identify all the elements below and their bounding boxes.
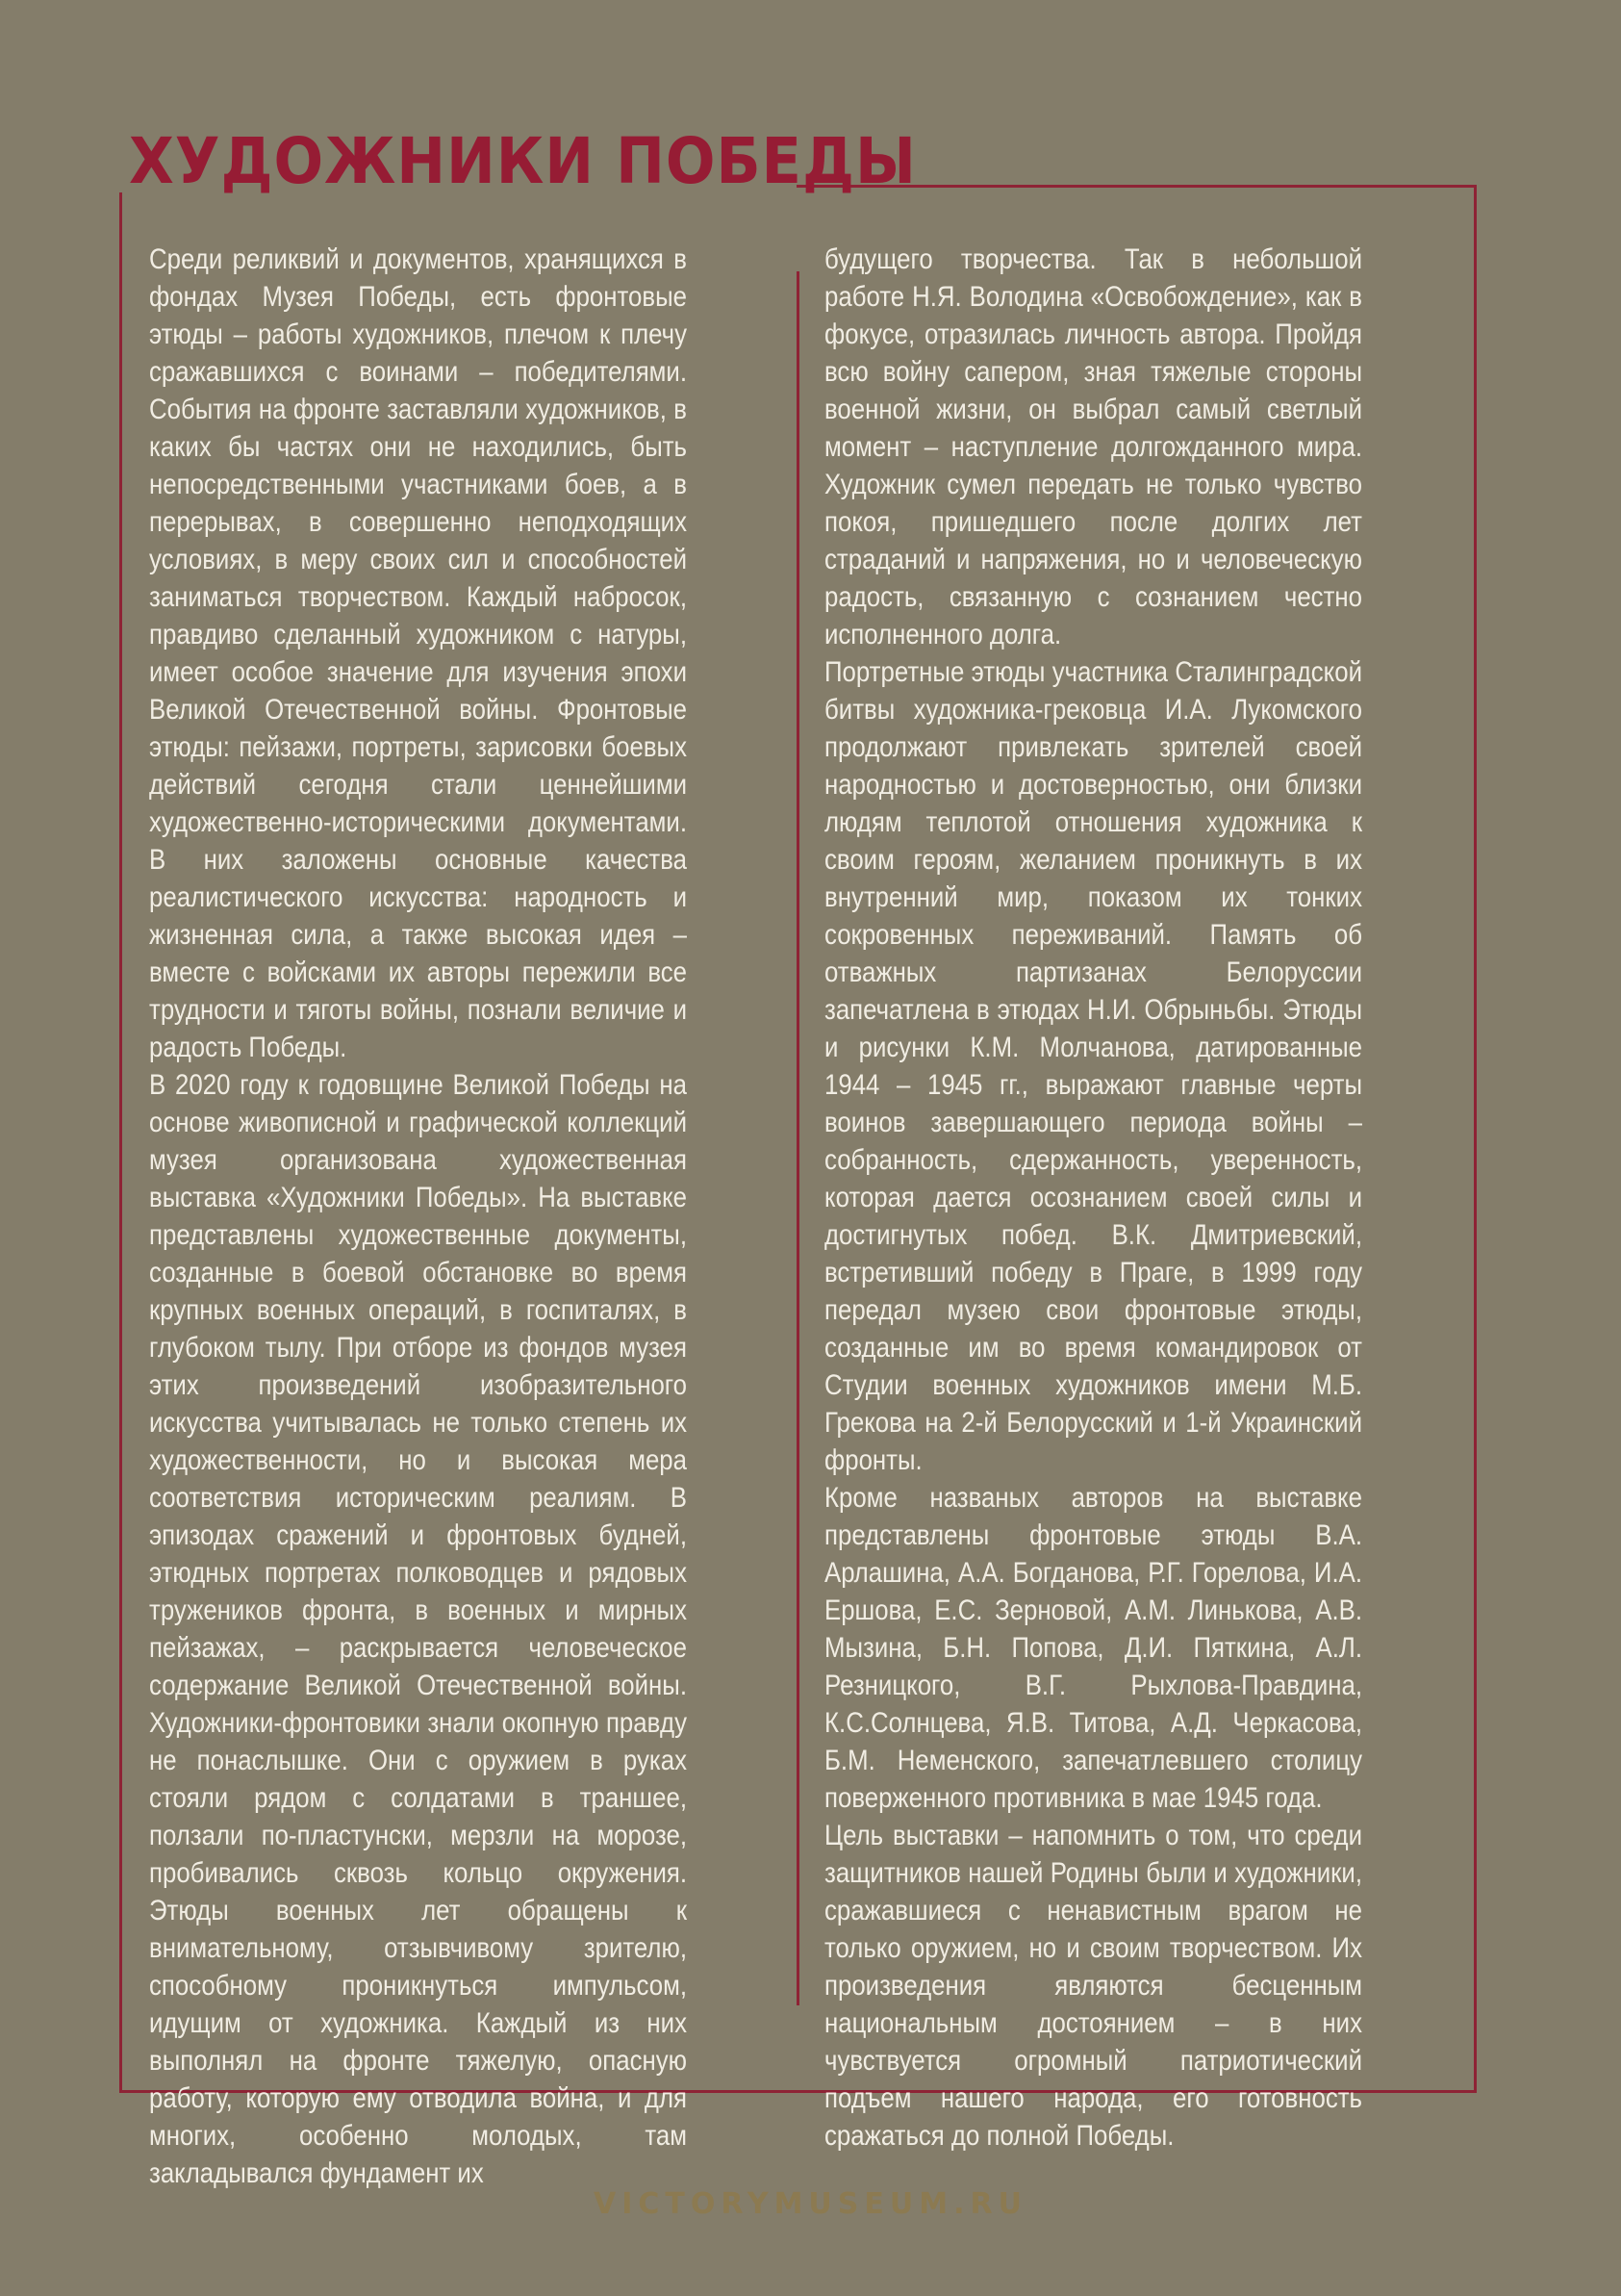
column-divider bbox=[797, 271, 799, 2005]
article-paragraph: Цель выставки – напомнить о том, что среди защитников нашей Родины были и художники, сражавшиеся с ненавистным врагом не только оружием, но и своим творчеством. Их произведения являются бесценным национальным достоянием – в них чувствуется огромный патриотический подъем нашего народа, его готовность сражаться до полной Победы. bbox=[824, 1820, 1362, 2152]
article-paragraph: Среди реликвий и документов, хранящихся в фондах Музея Победы, есть фронтовые этюды – работы художников, плечом к плечу сражавшихся с воинами – победителями. События на фронте заставляли художников, в каких бы частях они не находились, быть непосредственными участниками боев, а в перерывах, в совершенно неподходящих условиях, в меру своих сил и способностей заниматься творчеством. Каждый набросок, правдиво сделанный художником с натуры, имеет особое значение для изучения эпохи Великой Отечественной войны. Фронтовые этюды: пейзажи, портреты, зарисовки боевых действий сегодня стали ценнейшими художественно-историческими документами. В них заложены основные качества реалистического искусства: народность и жизненная сила, а также высокая идея – вместе с войсками их авторы пережили все трудности и тяготы войны, познали величие и радость Победы. bbox=[149, 243, 687, 1063]
article-paragraph: Портретные этюды участника Сталинградской битвы художника-грековца И.А. Лукомского продолжают привлекать зрителей своей народностью и достоверностью, они близки людям теплотой отношения художника к своим героям, желанием проникнуть в их внутренний мир, показом их тонких сокровенных переживаний. Память об отважных партизанах Белоруссии запечатлена в этюдах Н.И. Обрыньбы. Этюды и рисунки К.М. Молчанова, датированные 1944 – 1945 гг., выражают главные черты воинов завершающего периода войны – собранность, сдержанность, уверенность, которая дается осознанием своей силы и достигнутых побед. В.К. Дмитриевский, встретивший победу в Праге, в 1999 году передал музею свои фронтовые этюды, созданные им во время командировок от Студии военных художников имени М.Б. Грекова на 2-й Белорусский и 1-й Украинский фронты. bbox=[824, 656, 1362, 1476]
article-column-right bbox=[824, 241, 1362, 2155]
article-paragraph: будущего творчества. Так в небольшой работе Н.Я. Володина «Освобождение», как в фокусе, отразилась личность автора. Пройдя всю войну сапером, зная тяжелые стороны военной жизни, он выбрал самый светлый момент – наступление долгожданного мира. Художник сумел передать не только чувство покоя, пришедшего после долгих лет страданий и напряжения, но и человеческую радость, связанную с сознанием честно исполненного долга. bbox=[824, 243, 1362, 651]
article-column-left bbox=[149, 241, 687, 2192]
footer-website-url: VICTORYMUSEUM.RU bbox=[594, 2187, 1027, 2221]
page-title: ХУДОЖНИКИ ПОБЕДЫ bbox=[129, 124, 917, 198]
article-paragraph: В 2020 году к годовщине Великой Победы на основе живописной и графической коллекций музея организована художественная выставка «Художники Победы». На выставке представлены художественные документы, созданные в боевой обстановке во время крупных военных операций, в госпиталях, в глубоком тылу. При отборе из фондов музея этих произведений изобразительного искусства учитывалась не только степень их художественности, но и высокая мера соответствия историческим реалиям. В эпизодах сражений и фронтовых будней, этюдных портретах полководцев и рядовых тружеников фронта, в военных и мирных пейзажах, – раскрывается человеческое содержание Великой Отечественной войны. Художники-фронтовики знали окопную правду не понаслышке. Они с оружием в руках стояли рядом с солдатами в траншее, ползали по-пластунски, мерзли на морозе, пробивались сквозь кольцо окружения. Этюды военных лет обращены к внимательному, отзывчивому зрителю, способному проникнуться импульсом, идущим от художника. Каждый из них выполнял на фронте тяжелую, опасную работу, которую ему отводила война, и для многих, особенно молодых, там закладывался фундамент их bbox=[149, 1069, 687, 2189]
article-paragraph: Кроме названых авторов на выставке представлены фронтовые этюды В.А. Арлашина, А.А. Богданова, Р.Г. Горелова, И.А. Ершова, Е.С. Зерновой, А.М. Линькова, А.В. Мызина, Б.Н. Попова, Д.И. Пяткина, А.Л. Резницкого, В.Г. Рыхлова-Правдина, К.С.Солнцева, Я.В. Титова, А.Д. Черкасова, Б.М. Неменского, запечатлевшего столицу поверженного противника в мае 1945 года. bbox=[824, 1482, 1362, 1814]
